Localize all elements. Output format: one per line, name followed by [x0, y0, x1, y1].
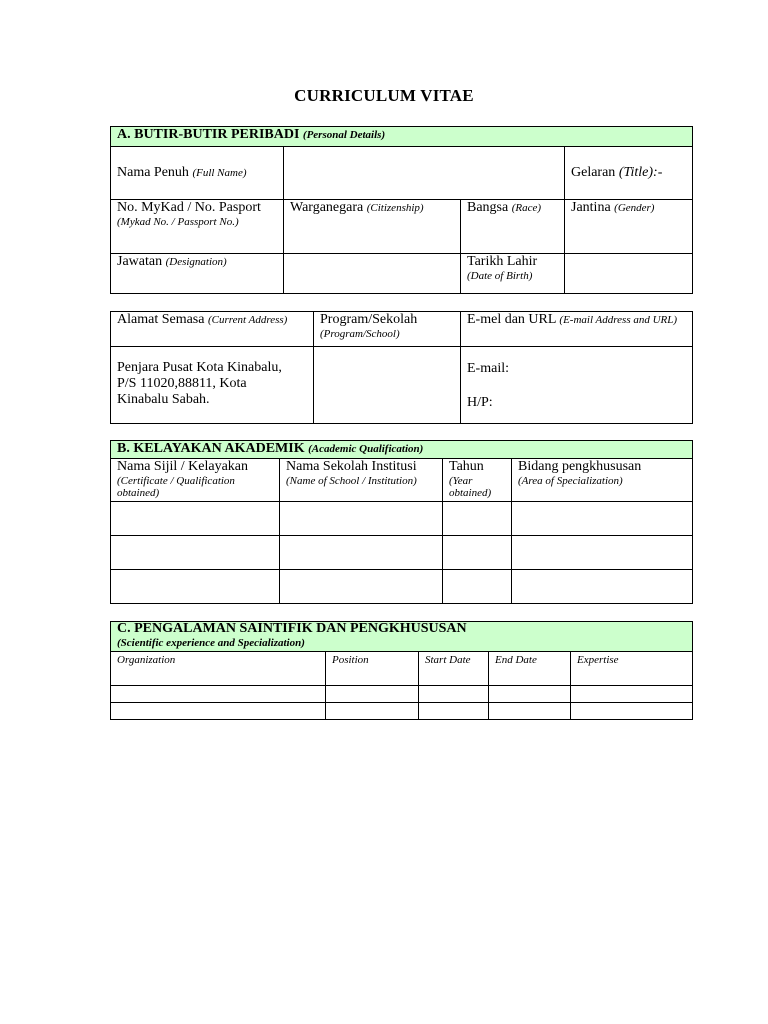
table-cell[interactable]: [111, 703, 326, 720]
table-cell[interactable]: [280, 502, 443, 536]
email-label: E-mail:: [467, 361, 509, 376]
table-cell[interactable]: [419, 686, 489, 703]
table-cell[interactable]: [326, 686, 419, 703]
section-b-heading: B. KELAYAKAN AKADEMIK (Academic Qualification): [111, 441, 693, 459]
table-cell[interactable]: [443, 536, 512, 570]
scientific-experience-table: [110, 621, 693, 720]
email-hp-value[interactable]: [461, 347, 693, 424]
program-value[interactable]: [314, 347, 461, 424]
personal-details-table: [110, 126, 693, 294]
full-name-label: Nama Penuh (Full Name): [111, 147, 284, 200]
table-cell[interactable]: [512, 536, 693, 570]
address-line: P/S 11020,88811, Kota: [117, 376, 247, 391]
citizenship-field[interactable]: Warganegara (Citizenship): [284, 200, 461, 254]
table-row: [111, 502, 693, 536]
table-cell[interactable]: [111, 502, 280, 536]
program-label: Program/Sekolah (Program/School): [314, 312, 461, 347]
table-cell[interactable]: [280, 536, 443, 570]
email-url-label: E-mel dan URL (E-mail Address and URL): [461, 312, 693, 347]
col-position: Position: [326, 652, 419, 686]
col-specialization: Bidang pengkhususan (Area of Specialization): [512, 459, 693, 502]
race-field[interactable]: Bangsa (Race): [461, 200, 565, 254]
table-cell[interactable]: [326, 703, 419, 720]
table-row: [111, 703, 693, 720]
page-title: CURRICULUM VITAE: [294, 86, 474, 105]
dob-field[interactable]: [565, 254, 693, 294]
hp-label: H/P:: [467, 395, 493, 410]
col-expertise: Expertise: [571, 652, 693, 686]
table-cell[interactable]: [512, 502, 693, 536]
table-cell[interactable]: [512, 570, 693, 604]
title-field[interactable]: Gelaran (Title):-: [565, 147, 693, 200]
mykad-field[interactable]: No. MyKad / No. Pasport (Mykad No. / Passport No.): [111, 200, 284, 254]
table-cell[interactable]: [111, 536, 280, 570]
address-table: [110, 311, 693, 424]
gender-field[interactable]: Jantina (Gender): [565, 200, 693, 254]
col-certificate: Nama Sijil / Kelayakan (Certificate / Qualification obtained): [111, 459, 280, 502]
address-line: Kinabalu Sabah.: [117, 392, 210, 407]
address-line: Penjara Pusat Kota Kinabalu,: [117, 360, 282, 375]
table-cell[interactable]: [489, 703, 571, 720]
table-row: [111, 536, 693, 570]
col-start-date: Start Date: [419, 652, 489, 686]
section-a-heading: A. BUTIR-BUTIR PERIBADI (Personal Details): [111, 127, 693, 147]
col-end-date: End Date: [489, 652, 571, 686]
table-cell[interactable]: [443, 502, 512, 536]
academic-qualification-table: [110, 440, 693, 604]
table-cell[interactable]: [111, 686, 326, 703]
full-name-field[interactable]: [284, 147, 565, 200]
col-year: Tahun (Year obtained): [443, 459, 512, 502]
table-cell[interactable]: [111, 570, 280, 604]
col-institution: Nama Sekolah Institusi (Name of School / Institution): [280, 459, 443, 502]
address-value[interactable]: [111, 347, 314, 424]
table-cell[interactable]: [280, 570, 443, 604]
designation-field[interactable]: [284, 254, 461, 294]
table-row: [111, 570, 693, 604]
table-cell[interactable]: [489, 686, 571, 703]
dob-label: Tarikh Lahir (Date of Birth): [461, 254, 565, 294]
table-cell[interactable]: [571, 686, 693, 703]
table-cell[interactable]: [419, 703, 489, 720]
table-cell[interactable]: [443, 570, 512, 604]
col-organization: Organization: [111, 652, 326, 686]
address-label: Alamat Semasa (Current Address): [111, 312, 314, 347]
table-cell[interactable]: [571, 703, 693, 720]
table-row: [111, 686, 693, 703]
section-c-heading: C. PENGALAMAN SAINTIFIK DAN PENGKHUSUSAN (Scientific experience and Specialization): [111, 622, 693, 652]
designation-label: Jawatan (Designation): [111, 254, 284, 294]
